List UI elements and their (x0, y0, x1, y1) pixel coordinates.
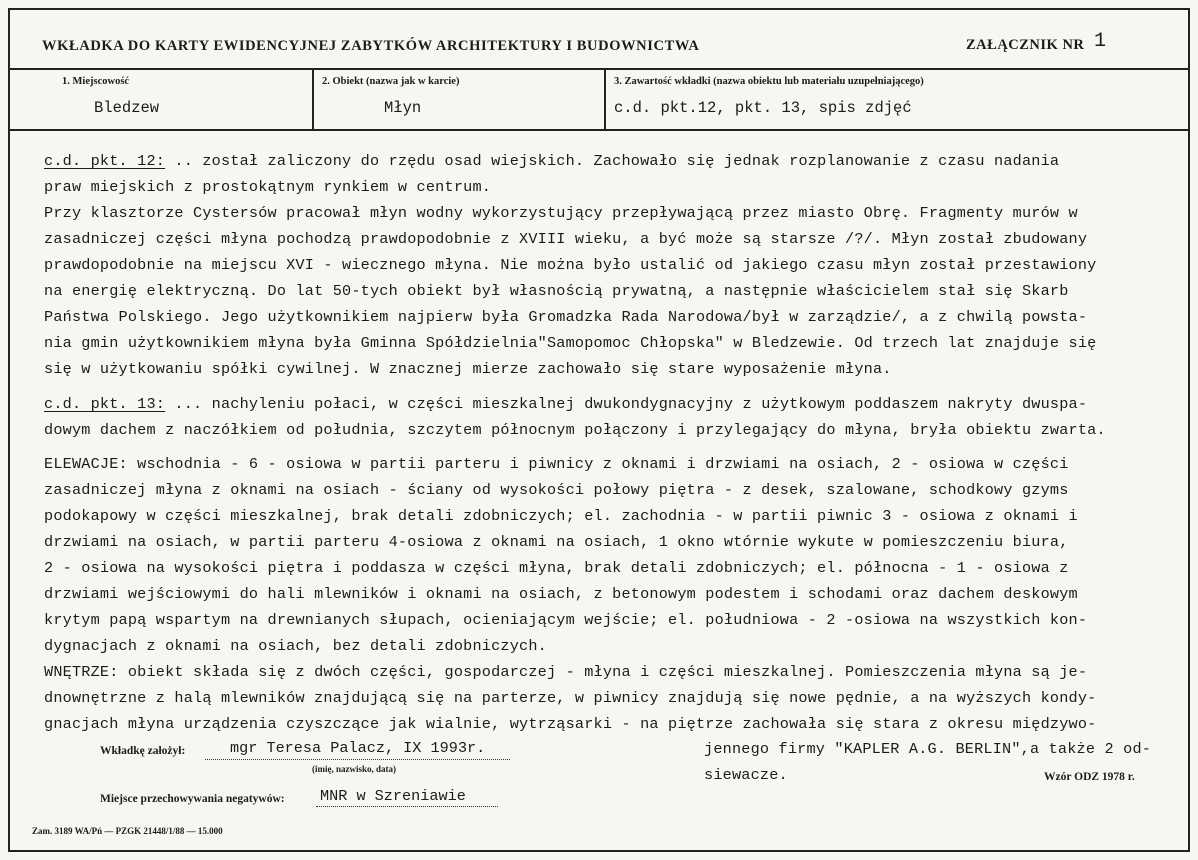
p13-line-2: dowym dachem z naczółkiem od południa, szczytem północnym połączony i przylegający do młyna, bryła obiektu zwarta. (44, 421, 1106, 439)
elev-line-5: 2 - osiowa na wysokości piętra i poddasza w części młyna, brak detali zdobniczych; el. północna - 1 - osiowa z (44, 559, 1069, 577)
p12-line-3: Przy klasztorze Cystersów pracował młyn wodny wykorzystujący przepływającą przez miasto Obrę. Fragmenty murów w (44, 204, 1078, 222)
p12-line-1-text: .. został zaliczony do rzędu osad wiejskich. Zachowało się jednak rozplanowanie z czasu nadania (165, 152, 1060, 170)
p12-line-9: się w użytkowaniu spółki cywilnej. W znacznej mierze zachowało się stare wyposażenie młyna. (44, 360, 892, 378)
locality-value: Bledzew (94, 99, 160, 117)
p12-line-1 (44, 152, 1059, 170)
grid-divider-2 (604, 68, 606, 130)
annex-label: ZAŁĄCZNIK NR (966, 37, 1085, 53)
p12-line-2: praw miejskich z prostokątnym rynkiem w centrum. (44, 178, 492, 196)
interior-line-1: WNĘTRZE: obiekt składa się z dwóch części, gospodarczej - młyna i części mieszkalnej. Pomieszczenia młyna są je- (44, 663, 1088, 681)
tail-line-1: jennego firmy "KAPLER A.G. BERLIN",a także 2 od- (704, 740, 1152, 758)
content-label: 3. Zawartość wkładki (nazwa obiektu lub materiału uzupełniającego) (614, 76, 924, 87)
p12-line-8: nia gmin użytkownikiem młyna była Gminna Spółdzielnia"Samopomoc Chłopska" w Bledzewie. Od trzech lat znajduje się (44, 334, 1097, 352)
founder-label: Wkładkę założył: (100, 745, 186, 757)
print-info: Zam. 3189 WA/Pń — PZGK 21448/1/88 — 15.000 (32, 826, 223, 836)
negatives-value: MNR w Szreniawie (320, 787, 466, 805)
frame-right (1188, 8, 1190, 852)
tail-line-2: siewacze. (704, 766, 788, 784)
grid-line-top (8, 68, 1190, 70)
object-value: Młyn (384, 99, 422, 117)
p13-line-1 (44, 395, 1087, 413)
p12-line-7: Państwa Polskiego. Jego użytkownikiem najpierw była Gromadzka Rada Narodowa/był w zarządzie/, a z chwilą powsta- (44, 308, 1088, 326)
p13-heading: c.d. pkt. 13: (44, 395, 166, 413)
document-title: WKŁADKA DO KARTY EWIDENCYJNEJ ZABYTKÓW ARCHITEKTURY I BUDOWNICTWA (42, 38, 700, 54)
locality-label: 1. Miejscowość (62, 76, 130, 87)
form-label: Wzór ODZ 1978 r. (1044, 771, 1135, 783)
frame-top (8, 8, 1190, 10)
annex-number: 1 (1094, 30, 1107, 53)
founder-hint: (imię, nazwisko, data) (312, 764, 396, 774)
p12-line-6: na energię elektryczną. Do lat 50-tych obiekt był własnością prywatną, a następnie właścicielem stał się Skarb (44, 282, 1069, 300)
p12-line-5: prawdopodobnie na miejscu XVI - wiecznego młyna. Nie można było ustalić od jakiego czasu młyn został przestawiony (44, 256, 1097, 274)
elev-line-8: dygnacjach z oknami na osiach, bez detali zdobniczych. (44, 637, 547, 655)
object-label: 2. Obiekt (nazwa jak w karcie) (322, 76, 460, 87)
elev-line-3: podokapowy w części mieszkalnej, brak detali zdobniczych; el. zachodnia - w partii piwnic 3 - osiowa z oknami i (44, 507, 1078, 525)
interior-line-3: gnacjach młyna urządzenia czyszczące jak wialnie, wytrząsarki - na piętrze zachowała się stara z okresu międzywo- (44, 715, 1097, 733)
elev-line-2: zasadniczej młyna z oknami na osiach - ściany od wysokości połowy piętra - z desek, szalowane, schodkowy gzyms (44, 481, 1069, 499)
p13-line-1-text: ... nachyleniu połaci, w części mieszkalnej dwukondygnacyjny z użytkowym poddaszem nakryty dwuspa- (165, 395, 1088, 413)
p12-heading: c.d. pkt. 12: (44, 152, 166, 170)
elev-line-7: krytym papą wspartym na drewnianych słupach, ocieniającym wejście; el. południowa - 2 -osiowa na wszystkich kon- (44, 611, 1088, 629)
founder-value: mgr Teresa Palacz, IX 1993r. (230, 739, 486, 757)
frame-bottom (8, 850, 1190, 852)
elev-line-6: drzwiami wejściowymi do hali mlewników i oknami na osiach, z betonowym podestem i schodami oraz dachem deskowym (44, 585, 1078, 603)
grid-divider-1 (312, 68, 314, 130)
founder-line (205, 759, 510, 760)
elev-line-1: ELEWACJE: wschodnia - 6 - osiowa w partii parteru i piwnicy z oknami i drzwiami na osiach, 2 - osiowa w części (44, 455, 1069, 473)
negatives-label: Miejsce przechowywania negatywów: (100, 793, 285, 805)
frame-left (8, 8, 10, 852)
p12-line-4: zasadniczej części młyna pochodzą prawdopodobnie z XVIII wieku, a być może są starsze /?/. Młyn został zbudowany (44, 230, 1088, 248)
negatives-line (316, 806, 498, 807)
content-value: c.d. pkt.12, pkt. 13, spis zdjęć (614, 99, 912, 117)
grid-line-bottom (8, 129, 1190, 131)
interior-line-2: dnownętrzne z halą mlewników znajdującą się na parterze, w piwnicy znajdują się nowe pędnie, a na wyższych kondy- (44, 689, 1097, 707)
elev-line-4: drzwiami na osiach, w partii parteru 4-osiowa z oknami na osiach, 1 okno wtórnie wykute w pomieszczeniu biura, (44, 533, 1069, 551)
